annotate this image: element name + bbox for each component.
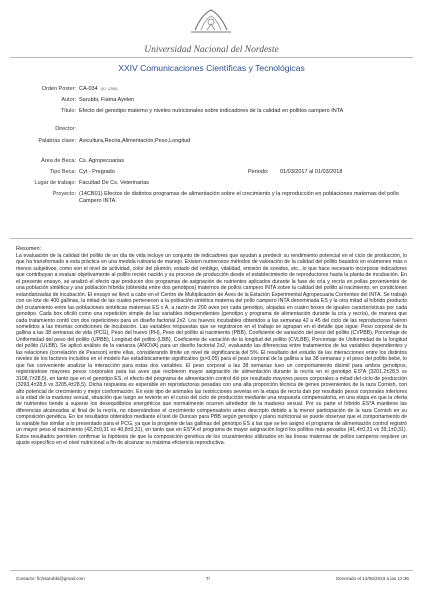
conference-title: XXIV Comunicaciones Científicas y Tecnológicas <box>118 63 305 73</box>
meta-periodo-label: Periodo: <box>248 169 269 175</box>
document-page: Universidad Nacional del Nordeste XXIV Comunicaciones Científicas y Tecnológicas Orden Poster: CA-034 (ID: 1290) Autor: Sarubbi, Fiama Ayelen Título: Efecto del genotipo materno y niveles nutricionales sobre indicadores de la calidad en pollitos campero INTA Director: Palabras clave: Avicultura,Recria,Alimentación,Peso,Longitud Área de Beca: Cs. Agropecuarias Tipo Beca: Cyt - Pregrado Periodo: 01/03/2017 al 01/03/2018 Lugar de trabajo: Facultad De Cs. Veterinarias Proyecto: (14CB01) Efectos de distintos programas de alimentación sobre el crecimiento y la reproducción en poblaciones maternas del pollo Campero INTA. Resumen: La evaluación de la calidad del pollito de un día de vida incluye un conjunto de indicadores que ayudan a predecir su rendimiento potencial en el ciclo de producción, lo que ha transformado a esta práctica en una medida rutinaria de manejo. Existen numerosos métodos de valoración de la calidad del pollito basados en exámenes más o menos subjetivos, como son el nivel de actividad, color del plumón, estado del ombligo, vitalidad, emisión de sonidos, etc., lo que hace necesario incorporar indicadores que contribuyan a evaluar objetivamente al pollito recién nacido y su proceso de producción desde el establecimiento de reproductores hasta la planta de incubación. En el presente ensayo, se analizó el efecto que producen dos programas de asignación de nutrientes aplicados durante la fase de cría y recría en pollas provenientes de una población sintética y una población híbrida (obtenida entre dos genotipos) maternos de pollos campero INTA sobre la calidad del pollito al nacimiento, en condiciones estandarizadas de incubación. El ensayo se llevó a cabo en el Centro de Multiplicación de Aves de la Estación Experimental Agropecuaria Corrientes del INTA. Se trabajó con un lote de 400 gallinas, la mitad de las cuales pertenecen a la población sintética materna del pollo campero INTA denominada ES y la otra mitad al híbrido producto del cruzamiento entre las poblaciones sintéticas maternas ES x A, a razón de 200 aves por cada genotipo, alojadas en cuatro boxes de iguales características por cada genotipo. Cada box oficiló como una repetición simple de las variables independientes (genotipo y programa de alimentación durante la cría y recría), de manera que cada tratamiento contó con dos repeticiones para un diseño factorial 2x2. Los huevos incubables obtenidos a las semanas 42 a 45 del ciclo de las reproductoras fueron sometidos a las mismas condiciones de incubación. Las variables respuestas que se registraron en el trabajo se agrupan en el detalle que sigue: Peso corporal de la gallina a las 38 semanas de vida (PCG), Peso del huevo (PH), Peso del pollito al nacimiento (PBB), Coeficiente de variación del peso del pollito (CVPBB), Porcentaje de Uniformidad del peso del pollito (UPBB), Longitud del pollito (LBB), Coeficiente de variación de la longitud del pollito (CVLBB), Porcentaje de Uniformidad de la longitud del pollito (ULBB). Se aplicó análisis de la varianza (ANOVA) para un diseño factorial 2x2, evaluando las diferencias entre tratamientos de las variables dependientes y las relaciones (correlación de Pearson) entre ellas, considerando límite un nivel de significancia del 5%. El resultado del estudio de las interacciones entre los distintos niveles de los factores incluidos en el modelo fue estadísticamente significativo (p>0,05) para el peso corporal de la gallina a las 38 semanas y el peso del pollito bebé, lo que fue conveniente analizar la interacción para estas dos variables. El peso corporal a las 38 semanas tuvo un comportamiento disímil para ambos genotipos, registrándose mayores pesos corporales para las aves que recibieron mayor asignación de alimentación durante la recría en el genotipo ES*A (3201,2±28,5 vs 3108,7±28,5), en tanto que en el genotipo ES, el efecto del programa de alimentación control dió por resultado mayores pesos corporales a mitad del ciclo de producción (3293,4±28,5 vs 3205,4±28,5). Dicha respuesta es esperable en reproductoras pesadas con una alta proporción técnica de genes provenientes de la raza Cornish, con alto potencial de crecimiento y mejor conformación. En este tipo de animales las restricciones severas en la etapa de recría dan por resultado pesos corporales inferiores a la edad de la madurez sexual, situación que luego se revierte en el curso del ciclo de producción mediante una respuesta compensatoria, en una etapa en que la oferta de nutrientes tiende a superar los desequilibrios energéticos que normalmente ocurren alrededor de la madurez sexual. Por su parte el híbrido ES*A mantiene las diferencias alcanzadas al final de la recría, no observándose el crecimiento compensatorio antes descripto debido a la menor participación de la raza Cornish en su composición genética. En los resultados obtenidos mediante el test de Duncan para PBB según genotipo y plano nutricional se puede observar que el comportamiento de la variable fue similar a lo presentado para el PCG, ya que la progenie de las gallinas del genotipo ES a las que se les asignó el programa de alimentación control registró un mayor peso al nacimiento (42,2±0,31 vs 40,8±0,31), en tanto que en ES*A el programa de mayor asignación logró los pollitos más pesados (41,4±0,31 vs 39,1±0,31). Estos resultados permiten confirmar la hipótesis de que la composición genética de los cruzamientos utilizados en las líneas maternas de pollos camperos requiere un ajuste específico en el nivel nutricional a fin de alcanzar su máxima eficiencia reproductiva. Contacto: fichsarubbi@gmail.com Ti Generado el 14/06/2023 a las 12:36 <box>0 0 423 600</box>
footer-contact: Contacto: fichsarubbi@gmail.com <box>16 576 85 581</box>
university-logo <box>171 6 251 36</box>
resumen-text: La evaluación de la calidad del pollito de un día de vida incluye un conjunto de indicadores que ayudan a predecir su rendimiento potencial en el ciclo de producción, lo que ha transformado a esta práctica en una medida rutinaria de manejo. Existen numerosos métodos de valoración de la calidad del pollito basados en exámenes más o menos subjetivos, como son el nivel de actividad, color del plumón, estado del ombligo, vitalidad, emisión de sonidos, etc., lo que hace necesario incorporar indicadores que contribuyan a evaluar objetivamente al pollito recién nacido y su proceso de producción desde el establecimiento de reproductores hasta la planta de incubación. En el presente ensayo, se analizó el efecto que producen dos programas de asignación de nutrientes aplicados durante la fase de cría y recría en pollas provenientes de una población sintética y una población híbrida (obtenida entre dos genotipos) maternos de pollos campero INTA sobre la calidad del pollito al nacimiento, en condiciones estandarizadas de incubación. El ensayo se llevó a cabo en el Centro de Multiplicación de Aves de la Estación Experimental Agropecuaria Corrientes del INTA. Se trabajó con un lote de 400 gallinas, la mitad de las cuales pertenecen a la población sintética materna del pollo campero INTA denominada ES y la otra mitad al híbrido producto del cruzamiento entre las poblaciones sintéticas maternas ES x A, a razón de 200 aves por cada genotipo, alojadas en cuatro boxes de iguales características por cada genotipo. Cada box oficiló como una repetición simple de las variables independientes (genotipo y programa de alimentación durante la cría y recría), de manera que cada tratamiento contó con dos repeticiones para un diseño factorial 2x2. Los huevos incubables obtenidos a las semanas 42 a 45 del ciclo de las reproductoras fueron sometidos a las mismas condiciones de incubación. Las variables respuestas que se registraron en el trabajo se agrupan en el detalle que sigue: Peso corporal de la gallina a las 38 semanas de vida (PCG), Peso del huevo (PH), Peso del pollito al nacimiento (PBB), Coeficiente de variación del peso del pollito (CVPBB), Porcentaje de Uniformidad del peso del pollito (UPBB), Longitud del pollito (LBB), Coeficiente de variación de la longitud del pollito (CVLBB), Porcentaje de Uniformidad de la longitud del pollito (ULBB). Se aplicó análisis de la varianza (ANOVA) para un diseño factorial 2x2, evaluando las diferencias entre tratamientos de las variables dependientes y las relaciones (correlación de Pearson) entre ellas, considerando límite un nivel de significancia del 5%. El resultado del estudio de las interacciones entre los distintos niveles de los factores incluidos en el modelo fue estadísticamente significativo (p>0,05) para el peso corporal de la gallina a las 38 semanas y el peso del pollito bebé, lo que fue conveniente analizar la interacción para estas dos variables. El peso corporal a las 38 semanas tuvo un comportamiento disímil para ambos genotipos, registrándose mayores pesos corporales para las aves que recibieron mayor asignación de alimentación durante la recría en el genotipo ES*A (3201,2±28,5 vs 3108,7±28,5), en tanto que en el genotipo ES, el efecto del programa de alimentación control dió por resultado mayores pesos corporales a mitad del ciclo de producción (3293,4±28,5 vs 3205,4±28,5). Dicha respuesta es esperable en reproductoras pesadas con una alta proporción técnica de genes provenientes de la raza Cornish, con alto potencial de crecimiento y mejor conformación. En este tipo de animales las restricciones severas en la etapa de recría dan por resultado pesos corporales inferiores a la edad de la madurez sexual, situación que luego se revierte en el curso del ciclo de producción mediante una respuesta compensatoria, en una etapa en que la oferta de nutrientes tiende a superar los desequilibrios energéticos que normalmente ocurren alrededor de la madurez sexual. Por su parte el híbrido ES*A mantiene las diferencias alcanzadas al final de la recría, no observándose el crecimiento compensatorio antes descripto debido a la menor participación de la raza Cornish en su composición genética. En los resultados obtenidos mediante el test de Duncan para PBB según genotipo y plano nutricional se puede observar que el comportamiento de la variable fue similar a lo presentado para el PCG, ya que la progenie de las gallinas del genotipo ES a las que se les asignó el programa de alimentación control registró un mayor peso al nacimiento (42,2±0,31 vs 40,8±0,31), en tanto que en ES*A el programa de mayor asignación logró los pollitos más pesados (41,4±0,31 vs 39,1±0,31). Estos resultados permiten confirmar la hipótesis de que la composición genética de los cruzamientos utilizados en las líneas maternas de pollos camperos requiere un ajuste específico en el nivel nutricional a fin de alcanzar su máxima eficiencia reproductiva. <box>16 253 407 447</box>
meta-divider <box>10 238 413 239</box>
top-divider <box>10 57 413 58</box>
resumen-label: Resumen: <box>16 246 42 252</box>
footer-page: Ti <box>206 576 210 581</box>
footer-divider <box>10 570 413 571</box>
university-name: Universidad Nacional del Nordeste <box>144 45 279 55</box>
meta-periodo-value: 01/03/2017 al 01/03/2018 <box>280 169 343 175</box>
footer-generated: Generado el 14/06/2023 a las 12:36 <box>335 576 409 581</box>
